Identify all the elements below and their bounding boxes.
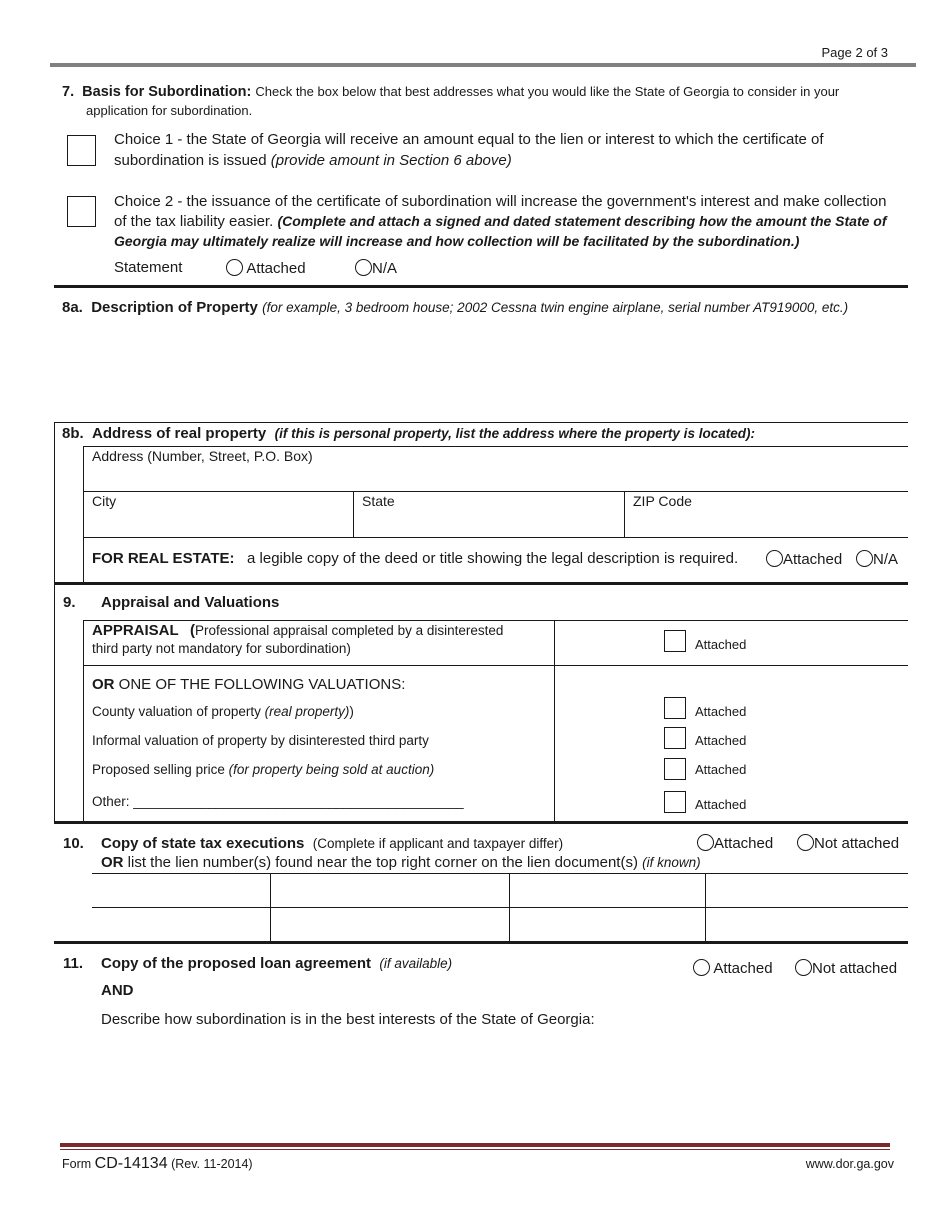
- lien-table-top-rule: [92, 873, 908, 874]
- lien-or: OR: [101, 854, 124, 871]
- other-attached-label: Attached: [695, 797, 747, 812]
- best-interests-prompt: Describe how subordination is in the best interests of the State of Georgia:: [101, 1011, 595, 1028]
- header-rule: [50, 63, 916, 67]
- loan-attached-label: Attached: [713, 960, 773, 977]
- choice2-instruction: (Complete and attach a signed and dated statement describing how the amount the State of: [277, 213, 887, 229]
- county-attached-label: Attached: [695, 704, 747, 719]
- section7-divider: [54, 285, 908, 288]
- zip-label: ZIP Code: [633, 493, 692, 509]
- county-valuation-label: County valuation of property: [92, 704, 261, 719]
- and-label: AND: [101, 982, 134, 999]
- choice1-text: Choice 1 - the State of Georgia will receive an amount equal to the lien or interest to which the certificate of: [114, 131, 824, 148]
- executions-attached-radio[interactable]: [697, 834, 714, 851]
- deed-na-radio[interactable]: [856, 550, 873, 567]
- choice1-text-continued: [114, 152, 512, 169]
- section9-inner-border: [83, 620, 84, 822]
- address-label: Address (Number, Street, P.O. Box): [92, 448, 313, 464]
- other-valuation-field[interactable]: Other: ____________________________________________: [92, 794, 464, 809]
- choice2-phrase: of the tax liability easier.: [114, 213, 274, 230]
- statement-na-radio[interactable]: [355, 259, 372, 276]
- section10-number: 10.: [63, 835, 84, 852]
- section10-divider: [54, 941, 908, 944]
- appraisal-heading: APPRAISAL: [92, 622, 179, 639]
- footer-rule-thick: [60, 1143, 890, 1147]
- lien-text: list the lien number(s) found near the top right corner on the lien document(s): [127, 854, 638, 871]
- appraisal-top-rule: [83, 620, 908, 621]
- lien-number-cell[interactable]: [271, 909, 508, 940]
- county-valuation-close-paren: ): [349, 704, 354, 719]
- appraisal-attached-label: Attached: [695, 637, 747, 652]
- lien-number-cell[interactable]: [510, 909, 704, 940]
- section9-divider: [54, 821, 908, 824]
- county-valuation-text: [92, 704, 354, 719]
- lien-number-cell[interactable]: [510, 875, 704, 906]
- section8a-number: 8a.: [62, 299, 83, 316]
- address-bottom-rule: [83, 491, 908, 492]
- section8b-divider: [54, 582, 908, 585]
- city-label: City: [92, 493, 117, 509]
- section8b-heading: [62, 425, 755, 442]
- section7-intro: Check the box below that best addresses what you would like the State of Georgia to consider in your: [255, 84, 840, 99]
- valuations-text: ONE OF THE FOLLOWING VALUATIONS:: [118, 676, 406, 693]
- selling-price-checkbox[interactable]: [664, 758, 686, 780]
- deed-attached-label: Attached: [783, 551, 843, 568]
- appraisal-open-paren: (: [189, 622, 195, 639]
- valuations-or: OR: [92, 676, 115, 693]
- zip-input[interactable]: [625, 511, 907, 536]
- statement-na-option[interactable]: [355, 259, 397, 277]
- statement-attached-label: Attached: [246, 260, 306, 277]
- deed-attached-radio[interactable]: [766, 550, 783, 567]
- lien-table-middle-rule: [92, 907, 908, 908]
- lien-number-cell[interactable]: [93, 875, 269, 906]
- statement-label: Statement: [114, 259, 183, 276]
- section8b-hint: (if this is personal property, list the address where the property is located):: [274, 426, 755, 441]
- informal-valuation-checkbox[interactable]: [664, 727, 686, 749]
- other-valuation-checkbox[interactable]: [664, 791, 686, 813]
- choice2-checkbox[interactable]: [67, 196, 96, 227]
- executions-not-attached-radio[interactable]: [797, 834, 814, 851]
- section8a-hint: (for example, 3 bedroom house; 2002 Cessna twin engine airplane, serial number AT919000, etc.): [262, 300, 849, 315]
- form-prefix: Form: [62, 1157, 92, 1171]
- section8b-left-border: [54, 422, 55, 585]
- form-number: CD-14134: [94, 1155, 168, 1172]
- loan-attached-radio[interactable]: [693, 959, 710, 976]
- website[interactable]: www.dor.ga.gov: [805, 1157, 894, 1171]
- executions-not-attached-option[interactable]: [797, 834, 899, 852]
- loan-not-attached-radio[interactable]: [795, 959, 812, 976]
- real-estate-note: [92, 550, 738, 567]
- footer-rule-thin: [60, 1149, 890, 1150]
- lien-number-instruction: [101, 854, 701, 871]
- selling-price-hint: (for property being sold at auction): [228, 762, 435, 777]
- state-input[interactable]: [354, 511, 623, 536]
- best-interests-field[interactable]: [101, 1034, 907, 1130]
- lien-number-cell[interactable]: [271, 875, 508, 906]
- lien-number-cell[interactable]: [706, 909, 907, 940]
- deed-attached-option[interactable]: [766, 550, 842, 568]
- section7-number: 7.: [62, 84, 75, 100]
- section11-title: Copy of the proposed loan agreement: [101, 955, 372, 972]
- selling-price-text: [92, 762, 434, 777]
- section11-heading: [101, 955, 452, 972]
- executions-attached-label: Attached: [714, 835, 774, 852]
- executions-attached-option[interactable]: [697, 834, 773, 852]
- selling-attached-label: Attached: [695, 762, 747, 777]
- section10-hint: (Complete if applicant and taxpayer differ): [312, 836, 564, 851]
- loan-attached-option[interactable]: [693, 959, 773, 977]
- selling-price-label: Proposed selling price: [92, 762, 225, 777]
- appraisal-description: Professional appraisal completed by a disinterested: [194, 623, 504, 638]
- choice1-hint: (provide amount in Section 6 above): [270, 152, 512, 169]
- section7-intro-continued: application for subordination.: [86, 103, 253, 118]
- state-label: State: [362, 493, 395, 509]
- choice2-text-continued: [114, 213, 887, 230]
- section8b-title: Address of real property: [92, 425, 267, 442]
- address-top-rule: [83, 446, 908, 447]
- city-input[interactable]: [84, 511, 352, 536]
- city-row-bottom-rule: [83, 537, 908, 538]
- section9-left-border: [54, 585, 55, 823]
- appraisal-text: [92, 622, 503, 639]
- statement-na-label: N/A: [372, 260, 398, 277]
- lien-hint: (if known): [642, 855, 701, 870]
- lien-number-cell[interactable]: [93, 909, 269, 940]
- real-estate-text: a legible copy of the deed or title showing the legal description is required.: [247, 550, 739, 567]
- statement-attached-option[interactable]: [226, 259, 306, 277]
- real-estate-heading: FOR REAL ESTATE:: [92, 550, 235, 567]
- section7-heading: [62, 84, 839, 100]
- informal-attached-label: Attached: [695, 733, 747, 748]
- county-valuation-hint: (real property): [264, 704, 350, 719]
- choice1-phrase: subordination is issued: [114, 152, 267, 169]
- choice2-text: Choice 2 - the issuance of the certificate of subordination will increase the government's interest and make collection: [114, 193, 887, 210]
- section8a-title: Description of Property: [91, 299, 258, 316]
- section10-heading: [101, 835, 563, 852]
- section8b-number: 8b.: [62, 425, 84, 442]
- deed-na-option[interactable]: [856, 550, 898, 568]
- appraisal-bottom-rule: [83, 665, 908, 666]
- county-valuation-checkbox[interactable]: [664, 697, 686, 719]
- choice1-checkbox[interactable]: [67, 135, 96, 166]
- page-number: Page 2 of 3: [821, 45, 888, 60]
- choice2-instruction-continued: Georgia may ultimately realize will increase and how collection will be facilitated by the subordination.): [114, 233, 800, 249]
- loan-not-attached-option[interactable]: [795, 959, 897, 977]
- loan-not-attached-label: Not attached: [812, 960, 898, 977]
- valuations-heading: [92, 676, 405, 693]
- section9-column-divider: [554, 620, 555, 822]
- appraisal-description-continued: third party not mandatory for subordination): [92, 641, 351, 656]
- address-input[interactable]: [84, 466, 907, 491]
- section11-hint: (if available): [379, 956, 453, 971]
- section9-title: Appraisal and Valuations: [101, 594, 280, 611]
- form-identifier: [62, 1155, 253, 1173]
- section11-number: 11.: [63, 955, 84, 972]
- lien-number-cell[interactable]: [706, 875, 907, 906]
- informal-valuation-text: Informal valuation of property by disinterested third party: [92, 733, 429, 748]
- section10-title: Copy of state tax executions: [101, 835, 305, 852]
- appraisal-checkbox[interactable]: [664, 630, 686, 652]
- section8b-top-rule: [54, 422, 908, 423]
- section7-title: Basis for Subordination:: [82, 84, 252, 100]
- executions-not-attached-label: Not attached: [814, 835, 900, 852]
- section8a-heading: [62, 299, 848, 316]
- property-description-field[interactable]: [86, 322, 906, 418]
- statement-attached-radio[interactable]: [226, 259, 243, 276]
- section9-number: 9.: [63, 594, 76, 611]
- deed-na-label: N/A: [873, 551, 899, 568]
- form-revision: (Rev. 11-2014): [171, 1157, 253, 1171]
